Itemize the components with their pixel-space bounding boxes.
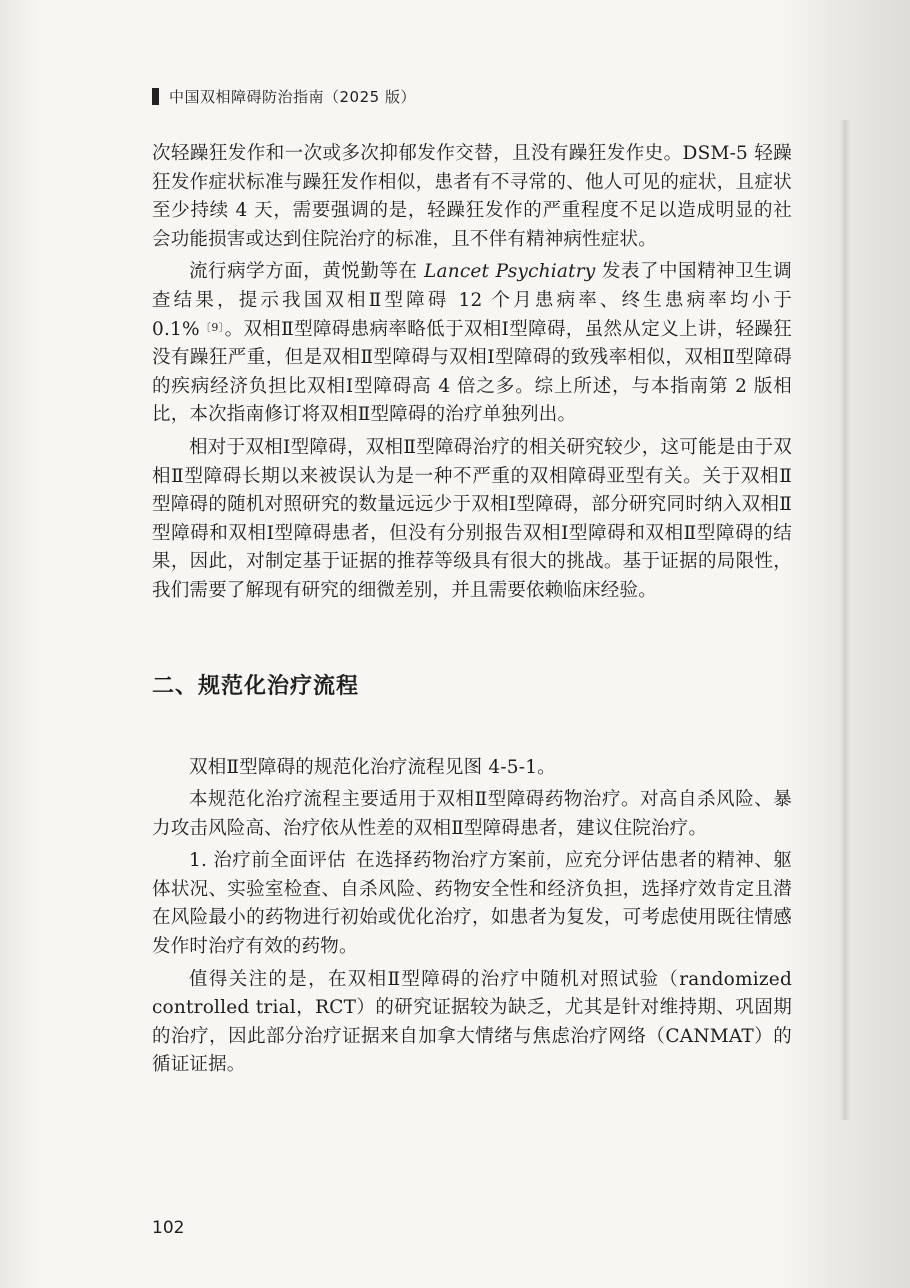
- paragraph-2: [152, 258, 792, 430]
- item-1: [152, 847, 792, 961]
- para2-after: 。双相Ⅱ型障碍患病率略低于双相Ⅰ型障碍，虽然从定义上讲，轻躁狂没有躁狂严重，但是双相Ⅱ型障碍与双相Ⅰ型障碍的致残率相似，双相Ⅱ型障碍的疾病经济负担比双相Ⅰ型障碍高 4 倍之多。综上所述，与本指南第 2 版相比，本次指南修订将双相Ⅱ型障碍的治疗单独列出。: [152, 318, 792, 426]
- paragraph-1: 次轻躁狂发作和一次或多次抑郁发作交替，且没有躁狂发作史。DSM-5 轻躁狂发作症状标准与躁狂发作相似，患者有不寻常的、他人可见的症状，且症状至少持续 4 天，需要强调的是，轻躁狂发作的严重程度不足以造成明显的社会功能损害或达到住院治疗的标准，且不伴有精神病性症状。: [152, 143, 792, 250]
- paragraph-5: 本规范化治疗流程主要适用于双相Ⅱ型障碍药物治疗。对高自杀风险、暴力攻击风险高、治疗依从性差的双相Ⅱ型障碍患者，建议住院治疗。: [152, 789, 792, 839]
- paragraph-4: 双相Ⅱ型障碍的规范化治疗流程见图 4-5-1。: [189, 756, 556, 778]
- section-heading: 二、规范化治疗流程: [152, 673, 360, 699]
- para2-middle: 发表了中国精神卫生调查结果，提示我国双相Ⅱ型障碍 12 个月患病率、终生患病率均小于 0.1%: [152, 261, 792, 340]
- page-number: 102: [152, 1218, 185, 1238]
- running-head-marker-icon: [152, 88, 159, 105]
- page-fold-shadow: [840, 120, 850, 1120]
- item-1-heading: 1. 治疗前全面评估: [189, 850, 347, 872]
- item-1-text: 在选择药物治疗方案前，应充分评估患者的精神、躯体状况、实验室检查、自杀风险、药物安全性和经济负担，选择疗效肯定且潜在风险最小的药物进行初始或优化治疗，如患者为复发，可考虑使用既往情感发作时治疗有效的药物。: [152, 850, 792, 958]
- para2-before: 流行病学方面，黄悦勤等在: [189, 261, 424, 283]
- running-head: [152, 86, 416, 107]
- page-content: [152, 140, 792, 1080]
- reference-marker: 〔9〕: [199, 320, 225, 334]
- running-head-text: 中国双相障碍防治指南（2025 版）: [169, 88, 416, 106]
- paragraph-3: 相对于双相Ⅰ型障碍，双相Ⅱ型障碍治疗的相关研究较少，这可能是由于双相Ⅱ型障碍长期以来被误认为是一种不严重的双相障碍亚型有关。关于双相Ⅱ型障碍的随机对照研究的数量远远少于双相Ⅰ型障碍，部分研究同时纳入双相Ⅱ型障碍和双相Ⅰ型障碍患者，但没有分别报告双相Ⅰ型障碍和双相Ⅱ型障碍的结果，因此，对制定基于证据的推荐等级具有很大的挑战。基于证据的局限性，我们需要了解现有研究的细微差别，并且需要依赖临床经验。: [152, 436, 792, 601]
- paragraph-6: 值得关注的是，在双相Ⅱ型障碍的治疗中随机对照试验（randomized controlled trial，RCT）的研究证据较为缺乏，尤其是针对维持期、巩固期的治疗，因此部分治疗证据来自加拿大情绪与焦虑治疗网络（CANMAT）的循证证据。: [152, 968, 792, 1076]
- journal-name: Lancet Psychiatry: [423, 261, 596, 283]
